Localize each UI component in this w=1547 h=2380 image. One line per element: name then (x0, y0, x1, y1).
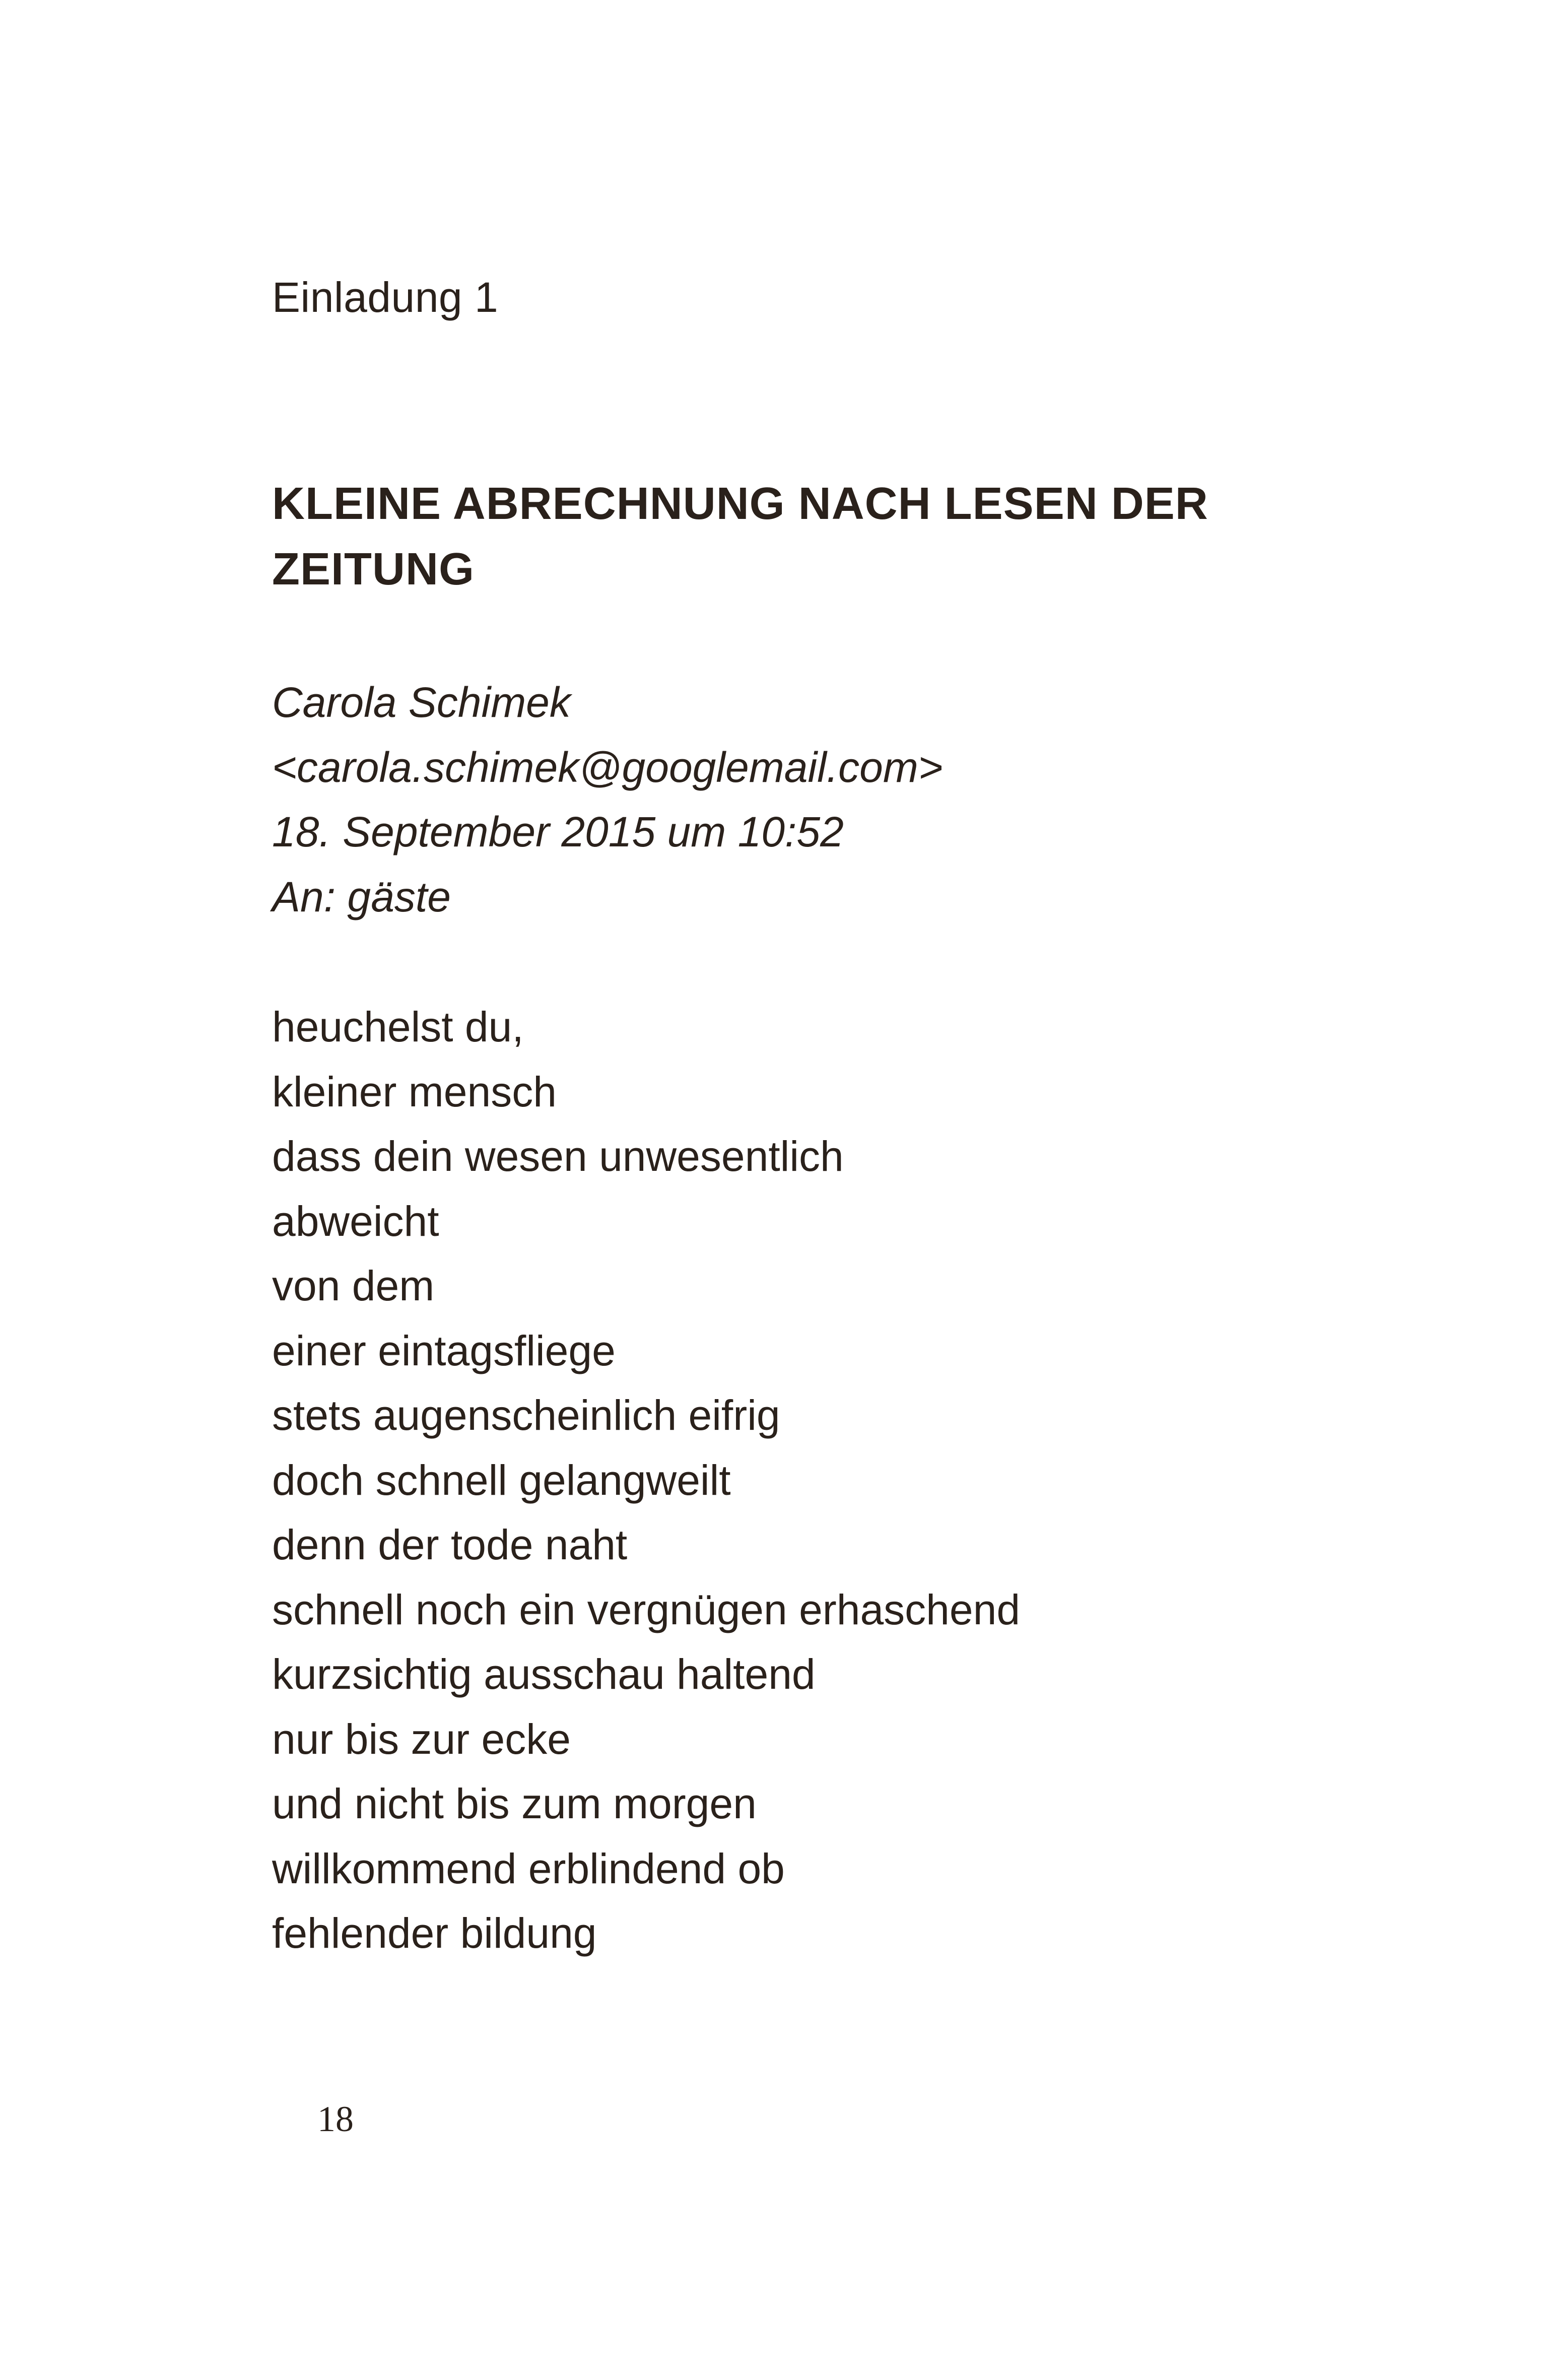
title-line: KLEINE ABRECHNUNG NACH LESEN DER (272, 479, 1208, 529)
poem-line: einer eintagsfliege (272, 1327, 616, 1374)
page-number: 18 (317, 2099, 354, 2139)
poem-line: heuchelst du, (272, 1003, 524, 1050)
recipient: An: gäste (272, 873, 451, 920)
poem-body (272, 995, 1330, 1966)
poem-title (272, 471, 1330, 602)
poem-line: kurzsichtig ausschau haltend (272, 1650, 816, 1698)
poem-line: kleiner mensch (272, 1068, 557, 1115)
sender-name: Carola Schimek (272, 679, 571, 726)
poem-line: abweicht (272, 1197, 439, 1245)
poem-line: fehlender bildung (272, 1909, 597, 1957)
section-label: Einladung 1 (272, 274, 499, 321)
poem-line: denn der tode naht (272, 1521, 628, 1568)
poem-line: von dem (272, 1262, 435, 1309)
poem-line: schnell noch ein vergnügen erhaschend (272, 1585, 1021, 1633)
poem-line: nur bis zur ecke (272, 1715, 571, 1763)
poem-line: doch schnell gelangweilt (272, 1456, 731, 1504)
sent-date: 18. September 2015 um 10:52 (272, 808, 844, 855)
email-header (272, 670, 1330, 929)
poem-line: dass dein wesen unwesentlich (272, 1133, 844, 1180)
title-line: ZEITUNG (272, 544, 475, 594)
poem-line: willkommend erblindend ob (272, 1844, 785, 1892)
sender-email: <carola.schimek@googlemail.com> (272, 743, 943, 791)
poem-line: und nicht bis zum morgen (272, 1780, 757, 1827)
poem-line: stets augenscheinlich eifrig (272, 1392, 780, 1439)
